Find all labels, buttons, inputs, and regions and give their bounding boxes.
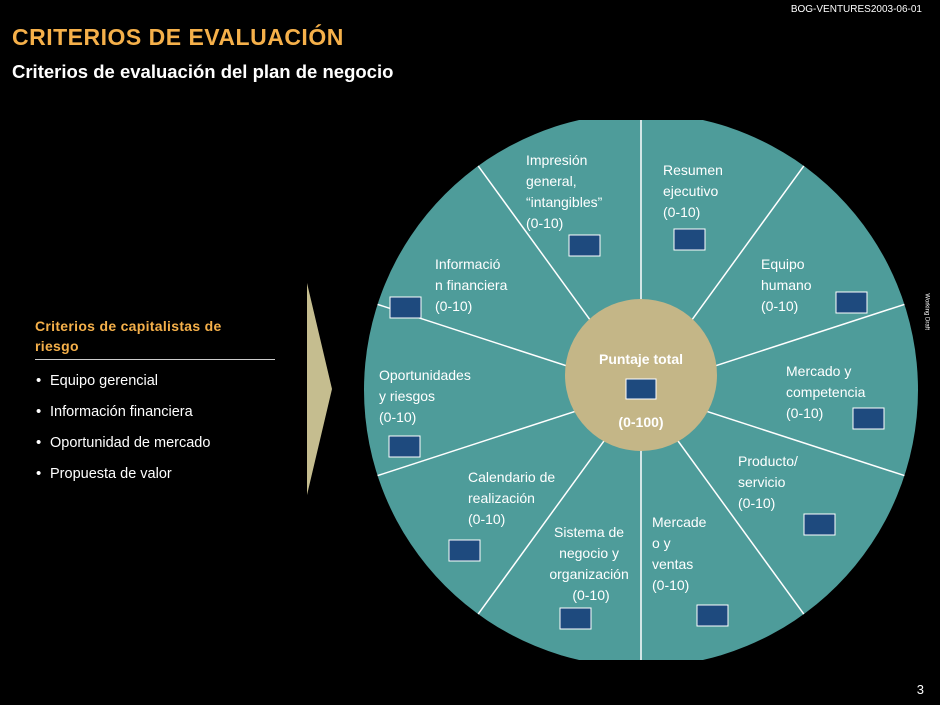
- score-box[interactable]: [804, 514, 835, 535]
- segment-label-informacion: Informació n financiera (0-10): [435, 256, 508, 314]
- criteria-item: • Información financiera: [35, 397, 275, 428]
- score-box[interactable]: [836, 292, 867, 313]
- segment-label-calendario: Calendario de realización (0-10): [468, 469, 556, 527]
- center-range: (0-100): [618, 414, 664, 430]
- criteria-item: • Oportunidad de mercado: [35, 428, 275, 459]
- criteria-item: • Equipo gerencial: [35, 366, 275, 397]
- score-box[interactable]: [853, 408, 884, 429]
- criteria-item: • Propuesta de valor: [35, 459, 275, 490]
- criteria-title-line1: Criterios de capitalistas de: [35, 318, 222, 334]
- page-number: 3: [916, 682, 924, 697]
- score-box[interactable]: [449, 540, 480, 561]
- center-title: Puntaje total: [598, 351, 684, 367]
- page-title: CRITERIOS DE EVALUACIÓN: [12, 24, 344, 50]
- page-subtitle: Criterios de evaluación del plan de negocio: [12, 61, 394, 82]
- chevron-arrow-icon: [305, 283, 335, 495]
- score-box[interactable]: [560, 608, 591, 629]
- segment-label-sistema: Sistema de negocio y organización (0-10): [549, 524, 629, 603]
- score-box[interactable]: [390, 297, 421, 318]
- criteria-title: [35, 316, 275, 360]
- segment-label-mercado: Mercado y competencia (0-10): [786, 363, 866, 421]
- segment-label-impresion: Impresión general, “intangibles” (0-10): [526, 152, 603, 231]
- document-id: BOG-VENTURES2003-06-01: [790, 4, 922, 15]
- segment-label-producto: Producto/ servicio (0-10): [738, 453, 798, 511]
- criteria-panel: [35, 316, 275, 490]
- score-box[interactable]: [674, 229, 705, 250]
- evaluation-wheel: [360, 120, 920, 660]
- total-score-box[interactable]: [626, 379, 656, 399]
- criteria-list: [35, 366, 275, 490]
- draft-label: Working Draft: [924, 293, 930, 330]
- score-box[interactable]: [697, 605, 728, 626]
- segment-label-equipo: Equipo humano (0-10): [761, 256, 812, 314]
- score-box[interactable]: [569, 235, 600, 256]
- segment-label-oportunidades: Oportunidades y riesgos (0-10): [379, 367, 471, 425]
- score-box[interactable]: [389, 436, 420, 457]
- segment-label-mercadeo: Mercade o y ventas (0-10): [652, 514, 707, 593]
- criteria-title-line2: riesgo: [35, 338, 79, 354]
- segment-label-resumen: Resumen ejecutivo (0-10): [663, 162, 723, 220]
